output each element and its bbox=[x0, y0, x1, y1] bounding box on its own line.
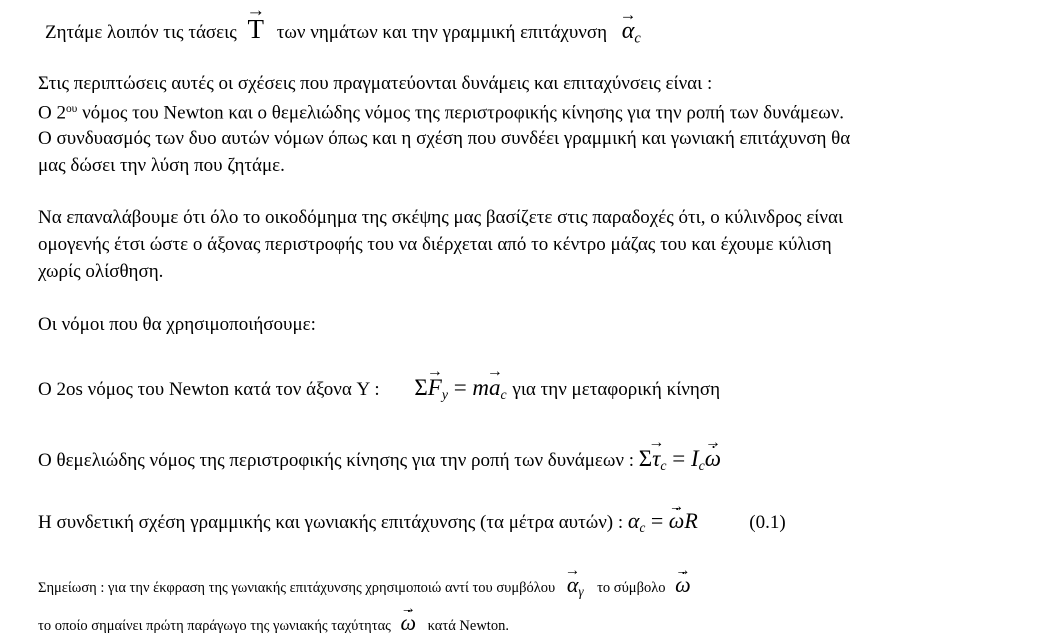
note-line-2 bbox=[38, 612, 509, 634]
para1-line4: μας δώσει την λύση που ζητάμε. bbox=[38, 155, 285, 177]
intro-line bbox=[45, 16, 641, 46]
law1-equation: $\Sigma\to F_y = m\to a_c$ bbox=[414, 375, 512, 400]
linking-relation-line bbox=[38, 510, 786, 534]
note-line-1 bbox=[38, 574, 691, 598]
paragraph-assumptions bbox=[38, 204, 1028, 285]
note-text-4: κατά Newton. bbox=[427, 618, 509, 634]
paragraph-laws-intro bbox=[38, 70, 1028, 179]
rotation-law-line bbox=[38, 447, 721, 473]
note-alpha-symbol: → $\alpha_\gamma$ bbox=[567, 572, 589, 597]
law1-tail-text: για την μεταφορική κίνηση bbox=[512, 379, 721, 400]
note-text-3: το οποίο σημαίνει πρώτη παράγωγο της γωνιακής ταχύτητας bbox=[38, 618, 391, 634]
law3-equation: $\alpha_c$ = → ω ·R bbox=[628, 508, 703, 533]
note-text-2: το σύμβολο bbox=[597, 580, 666, 596]
tension-vector-symbol: → T bbox=[248, 16, 265, 43]
para2-line1: Να επαναλάβουμε ότι όλο το οικοδόμημα της σκέψης μας βασίζετε στις παραδοχές ότι, ο κύλινδρος είναι bbox=[38, 207, 844, 228]
note-omega-symbol: → ω · bbox=[401, 610, 422, 635]
linear-acceleration-symbol: → $\alpha_c$ bbox=[622, 18, 641, 44]
law1-text: Ο 2os νόμος του Newton κατά τον άξονα Y : bbox=[38, 379, 380, 400]
intro-text: Ζητάμε λοιπόν τις τάσεις bbox=[45, 22, 237, 43]
para1-line3: Ο συνδυασμός των δυο αυτών νόμων όπως και η σχέση που συνδέει γραμμική και γωνιακή επιτάχυνση θα bbox=[38, 128, 851, 150]
newton-second-law-line bbox=[38, 376, 720, 402]
note-omega-dot-symbol: → ω · bbox=[675, 572, 691, 597]
law2-text: Ο θεμελιώδης νόμος της περιστροφικής κίνησης για την ροπή των δυνάμεων : bbox=[38, 450, 634, 471]
law2-equation: $\Sigma\to \tau_c = I_c\to \omega$ · bbox=[639, 446, 721, 471]
note-text-1: Σημείωση : για την έκφραση της γωνιακής επιτάχυνσης χρησιμοποιώ αντί του συμβόλου bbox=[38, 580, 556, 596]
para1-line1: Στις περιπτώσεις αυτές οι σχέσεις που πραγματεύονται δυνάμεις και επιταχύνσεις είναι : bbox=[38, 73, 713, 94]
laws-heading: Οι νόμοι που θα χρησιμοποιήσουμε: bbox=[38, 314, 316, 335]
para2-line3: χωρίς ολίσθηση. bbox=[38, 261, 164, 282]
para1-line2: Ο $2^{o\upsilon}$ νόμος του Newton και ο θεμελιώδης νόμος της περιστροφικής κίνησης για την ροπή των δυνάμεων. bbox=[38, 102, 845, 124]
law3-text: Η συνδετική σχέση γραμμικής και γωνιακής επιτάχυνσης (τα μέτρα αυτών) : bbox=[38, 512, 624, 533]
para2-line2: ομογενής έτσι ώστε ο άξονας περιστροφής του να διέρχεται από το κέντρο μάζας του και έχουμε κύλιση bbox=[38, 234, 832, 255]
intro-mid-text: των νημάτων και την γραμμική επιτάχυνση bbox=[276, 22, 608, 43]
equation-number: (0.1) bbox=[749, 512, 786, 533]
